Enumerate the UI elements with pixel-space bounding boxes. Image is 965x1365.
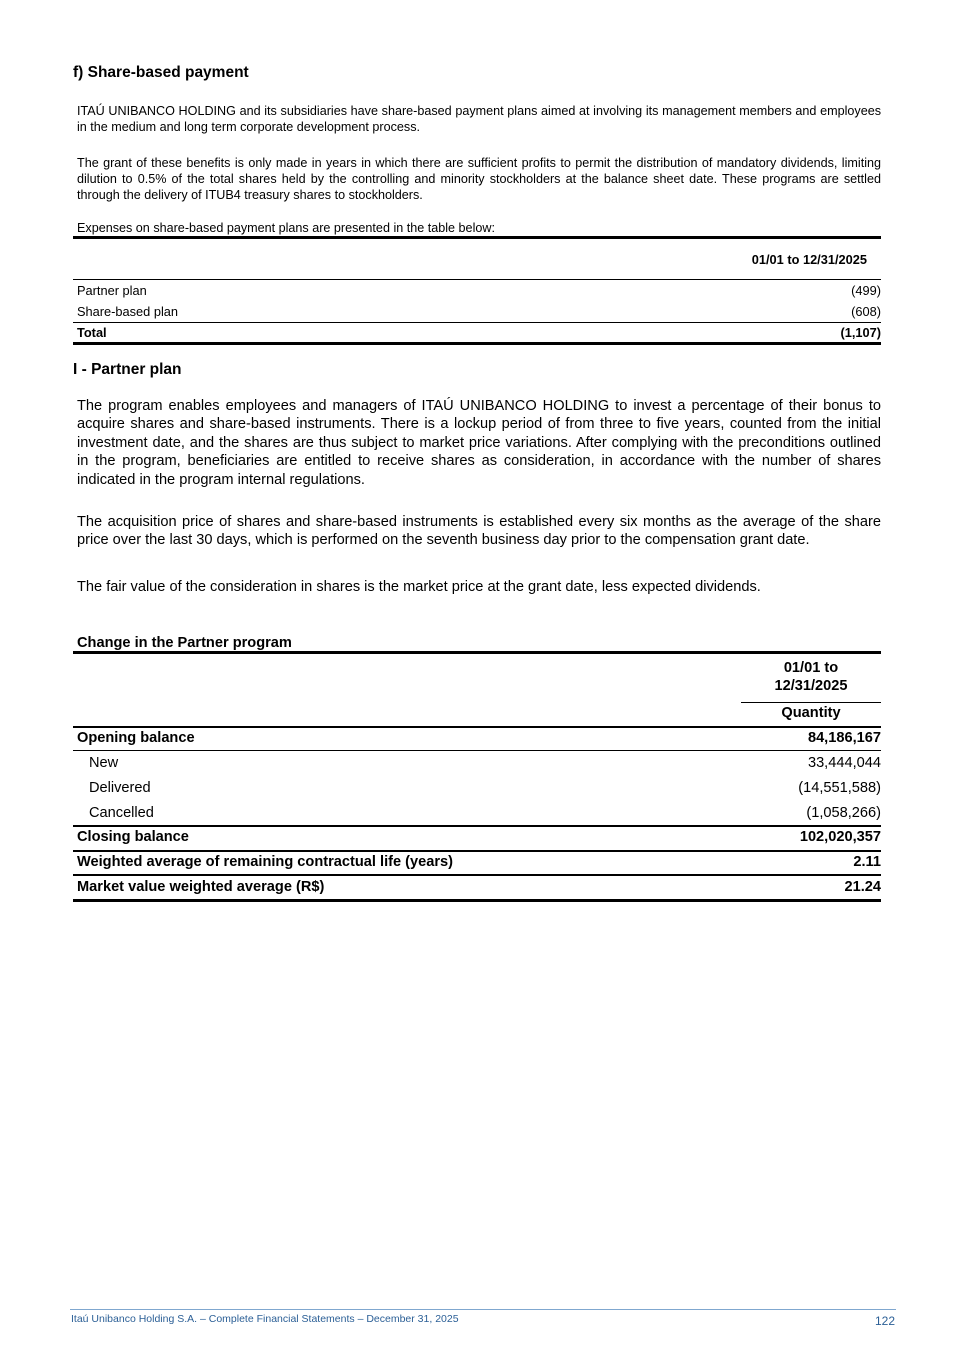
table-rule	[73, 726, 881, 728]
row-label: Delivered	[89, 780, 151, 796]
table-row	[77, 755, 881, 771]
row-value: (499)	[851, 283, 881, 298]
opening-balance-row	[77, 730, 881, 746]
footer-text: Itaú Unibanco Holding S.A. – Complete Financial Statements – December 31, 2025	[71, 1313, 459, 1325]
paragraph: The acquisition price of shares and share-based instruments is established every six months as the average of the share price over the last 30 days, which is performed on the seventh business day prior to the compensation grant date.	[77, 514, 881, 549]
row-label: Weighted average of remaining contractual life (years)	[77, 854, 454, 870]
footer-divider	[70, 1309, 896, 1310]
table-row	[77, 805, 881, 821]
expenses-table	[73, 236, 881, 346]
row-value: 2.11	[853, 854, 881, 870]
row-label: New	[89, 755, 119, 771]
paragraph: Expenses on share-based payment plans are presented in the table below:	[77, 221, 495, 235]
period-line-1: 01/01 to	[783, 660, 839, 676]
paragraph: ITAÚ UNIBANCO HOLDING and its subsidiaries have share-based payment plans aimed at involving its management members and employees in the medium and long term corporate development process.	[77, 104, 881, 134]
row-value: (1,058,266)	[806, 805, 881, 821]
row-label: Cancelled	[89, 805, 154, 821]
table-rule	[73, 874, 881, 876]
table-rule	[73, 850, 881, 852]
weighted-life-row	[77, 854, 881, 870]
column-header: 01/01 to 12/31/2025	[751, 252, 867, 267]
row-label: Share-based plan	[77, 304, 179, 319]
table-rule	[73, 342, 881, 345]
table-row	[77, 283, 881, 298]
table-rule	[73, 322, 881, 323]
quantity-header: Quantity	[781, 705, 841, 721]
market-value-row	[77, 879, 881, 895]
period-line-2: 12/31/2025	[774, 678, 848, 694]
table-rule	[73, 279, 881, 280]
row-value: (608)	[851, 304, 881, 319]
paragraph: The program enables employees and managers of ITAÚ UNIBANCO HOLDING to invest a percentage of their bonus to acquire shares and share-based instruments. There is a lockup period of from three to five years, counted from the initial investment date, and the shares are thus subject to market price variations. After complying with the preconditions outlined in the program, beneficiaries are entitled to receive shares as consideration, in accordance with the number of shares indicated in the program internal regulations.	[77, 398, 881, 488]
table-rule	[73, 236, 881, 239]
section-heading: f) Share-based payment	[73, 64, 249, 81]
row-value: 33,444,044	[807, 755, 881, 771]
table-title: Change in the Partner program	[77, 635, 292, 651]
row-label: Closing balance	[77, 829, 189, 845]
table-rule	[73, 750, 881, 751]
paragraph: The fair value of the consideration in shares is the market price at the grant date, less expected dividends.	[77, 579, 761, 595]
row-value: 102,020,357	[799, 829, 881, 845]
page-number: 122	[874, 1314, 895, 1328]
row-label: Market value weighted average (R$)	[77, 879, 325, 895]
partner-program-table	[73, 634, 881, 904]
row-label: Partner plan	[77, 283, 147, 298]
row-label: Total	[77, 325, 107, 340]
row-value: 21.24	[844, 879, 881, 895]
row-label: Opening balance	[77, 730, 195, 746]
row-value: (1,107)	[840, 325, 881, 340]
column-header	[741, 659, 881, 695]
table-rule	[73, 825, 881, 827]
section-heading: I - Partner plan	[73, 361, 182, 378]
row-value: 84,186,167	[807, 730, 881, 746]
total-row	[77, 325, 881, 340]
paragraph: The grant of these benefits is only made in years in which there are sufficient profits to permit the distribution of mandatory dividends, limiting dilution to 0.5% of the total shares held by the controlling and minority stockholders at the balance sheet date. These programs are settled through the delivery of ITUB4 treasury shares to stockholders.	[77, 156, 881, 202]
table-rule	[73, 899, 881, 902]
table-row	[77, 780, 881, 796]
row-value: (14,551,588)	[798, 780, 881, 796]
header-underline	[741, 702, 881, 703]
closing-balance-row	[77, 829, 881, 845]
table-rule	[73, 651, 881, 654]
table-row	[77, 304, 881, 319]
